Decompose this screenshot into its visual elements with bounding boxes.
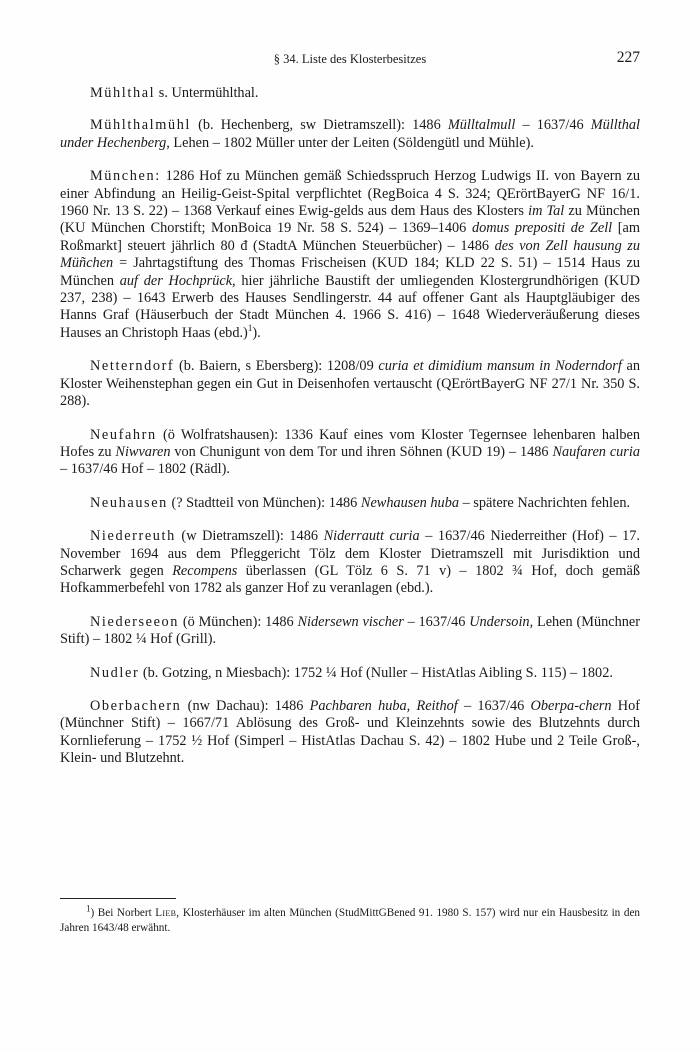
entry-niederreuth xyxy=(60,528,640,598)
entry-text: Lehen – 1802 Müller unter der Leiten (Söldengütl und Mühle). xyxy=(169,134,534,151)
entry-quoted-form: Newhausen huba xyxy=(360,494,459,511)
entry-text: – 1637/46 xyxy=(403,613,470,630)
entry-text: (nw Dachau): 1486 xyxy=(181,697,310,714)
entry-text: (w Dietramszell): 1486 xyxy=(175,528,324,545)
entry-text: s. Untermühlthal. xyxy=(155,85,259,101)
running-head-title: § 34. Liste des Klosterbesitzes xyxy=(273,52,427,66)
entry-quoted-form: auf der Hochprück, xyxy=(119,272,236,289)
entry-netterndorf xyxy=(60,358,640,410)
entry-muenchen xyxy=(60,168,640,342)
entry-quoted-form: Niwvaren xyxy=(115,443,171,460)
page-number: 227 xyxy=(616,49,640,66)
entry-text: überlassen (GL Tölz 6 S. 71 v) – 1802 ¾ Hof, doch gemäß Hofkammerbefehl von 1782 als ganzer Hof zu veranlagen (ebd.). xyxy=(60,562,640,597)
entry-quoted-form: des von Zell hausung zu Müñchen xyxy=(60,237,641,272)
footnote-reference: 1 xyxy=(247,323,253,334)
entry-text: (? Stadtteil von München): 1486 xyxy=(167,494,361,511)
entry-quoted-form: Undersoin, xyxy=(469,613,534,630)
entry-headword: Neufahrn xyxy=(90,426,157,443)
footnote xyxy=(60,903,641,936)
footnote-text-before: ) Bei Norbert xyxy=(90,907,156,919)
entry-quoted-form: Oberpa-chern xyxy=(530,697,612,714)
footnote-text-after: Klosterhäuser im alten München (StudMittGBened 91. 1980 S. 157) wird nur ein Hausbesitz in den Jahren 1643/48 erwähnt. xyxy=(60,907,641,934)
entry-text: – 1637/46 xyxy=(457,697,531,714)
entry-quoted-form: im Tal xyxy=(528,203,565,220)
entry-quoted-form: Pachbaren huba, Reithof xyxy=(309,697,458,714)
entry-headword: Mühlthal xyxy=(90,85,156,101)
entry-text: [am Roßmarkt] steuert jährlich 80 đ (StadtA München Steuerbücher) – 1486 xyxy=(60,220,640,254)
entry-quoted-form: Naufaren curia xyxy=(552,443,640,460)
entry-muehlthalmuehl xyxy=(60,117,640,152)
entry-headword: München: xyxy=(90,168,161,185)
entry-quoted-form: curia et dimidium mansum in Noderndorf xyxy=(378,358,622,375)
entry-text: Hof (Münchner Stift) – 1667/71 Ablösung des Groß- und Kleinzehnts sowie des Blutzehnts durch Kornlieferung – 1752 ½ Hof (Simperl – HistAtlas Dachau S. 42) – 1802 Hube und 2 Teile Groß-, Klein- und Blutzehnt. xyxy=(60,697,641,767)
entry-text: 1286 Hof zu München gemäß Schiedsspruch Herzog Ludwigs II. von Bayern zu einer Abfindung an Heilig-Geist-Spital verpflichtet (RegBoica 4 S. 324; QErörtBayerG NF 16/1. 1960 Nr. 13 S. 22) – 1368 Verkauf eines Ewig-gelds aus dem Haus des Klosters xyxy=(60,168,640,220)
entry-quoted-form: Mülltalmull xyxy=(447,117,516,134)
entry-text: ). xyxy=(252,324,261,341)
entry-nudler xyxy=(60,665,640,682)
entry-text: (b. Gotzing, n Miesbach): 1752 ¼ Hof (Nuller – HistAtlas Aibling S. 115) – 1802. xyxy=(139,664,613,681)
entry-text: – 1637/46 Niederreither (Hof) – 17. November 1694 aus dem Pfleggericht Tölz dem Kloster Dietramszell mit Jurisdiktion und Scharwerk gegen xyxy=(60,528,640,579)
entry-text: an Kloster Weihenstephan gegen ein Gut in Deisenhofen vertauscht (QErörtBayerG NF 27/1 Nr. 350 S. 288). xyxy=(60,358,641,410)
entry-text: Lehen (Münchner Stift) – 1802 ¼ Hof (Grill). xyxy=(60,613,641,648)
footnote-divider xyxy=(60,898,176,899)
entry-text: (ö Wolfratshausen): 1336 Kauf eines vom Kloster Tegernsee lehenbaren halben Hofes zu xyxy=(60,426,640,460)
entry-text: (b. Baiern, s Ebersberg): 1208/09 xyxy=(174,358,379,375)
entry-quoted-form: Niderrautt curia xyxy=(323,528,420,545)
footnote-marker: 1 xyxy=(86,903,91,914)
entry-text: – 1637/46 xyxy=(515,117,591,134)
entry-headword: Netterndorf xyxy=(90,358,175,375)
entry-text: – spätere Nachrichten fehlen. xyxy=(459,494,631,511)
entry-headword: Niederreuth xyxy=(90,528,176,545)
entry-text: von Chunigunt von dem Tor und ihren Söhnen (KUD 19) – 1486 xyxy=(170,443,553,460)
footnote-author: Lieb, xyxy=(155,907,180,919)
entry-quoted-form: domus prepositi de Zell xyxy=(471,220,613,237)
entry-text: = Jahrtagstiftung des Thomas Frischeisen (KUD 184; KLD 22 S. 51) – 1514 Haus zu München xyxy=(60,255,640,289)
entry-quoted-form: Nidersewn vischer xyxy=(297,613,404,630)
running-head xyxy=(60,49,640,72)
entry-quoted-form: Müllthal under Hechenberg, xyxy=(60,117,640,151)
entry-headword: Neuhausen xyxy=(90,494,168,511)
entry-neuhausen xyxy=(60,495,640,512)
entry-niederseeon xyxy=(60,614,640,649)
entry-headword: Nudler xyxy=(90,664,140,681)
entry-muehlthal xyxy=(60,85,640,102)
entry-text: (ö München): 1486 xyxy=(179,613,298,630)
entry-list xyxy=(60,85,640,784)
entry-text: (b. Hechenberg, sw Dietramszell): 1486 xyxy=(191,117,448,134)
entry-headword: Niederseeon xyxy=(90,613,180,630)
entry-text: – 1637/46 Hof – 1802 (Rädl). xyxy=(60,461,230,478)
entry-quoted-form: Recompens xyxy=(172,562,238,579)
entry-neufahrn xyxy=(60,427,640,479)
entry-text: hier jährliche Baustift der umliegenden Klostergrundhörigen (KUD 237, 238) – 1643 Erwerb des Hauses Sendlingerstr. 44 auf offener Gant als Hauptgläubiger des Hanns Graf (Häuserbuch der Stadt München 4. 1966 S. 416) – 1648 Wiederveräußerung dieses Hauses an Christoph Haas (ebd.) xyxy=(60,272,640,341)
entry-headword: Oberbachern xyxy=(90,697,182,714)
entry-oberbachern xyxy=(60,698,640,768)
entry-text: zu München (KU München Chorstift; MonBoica 19 Nr. 58 S. 524) – 1369–1406 xyxy=(60,203,641,237)
entry-headword: Mühlthalmühl xyxy=(90,117,192,134)
